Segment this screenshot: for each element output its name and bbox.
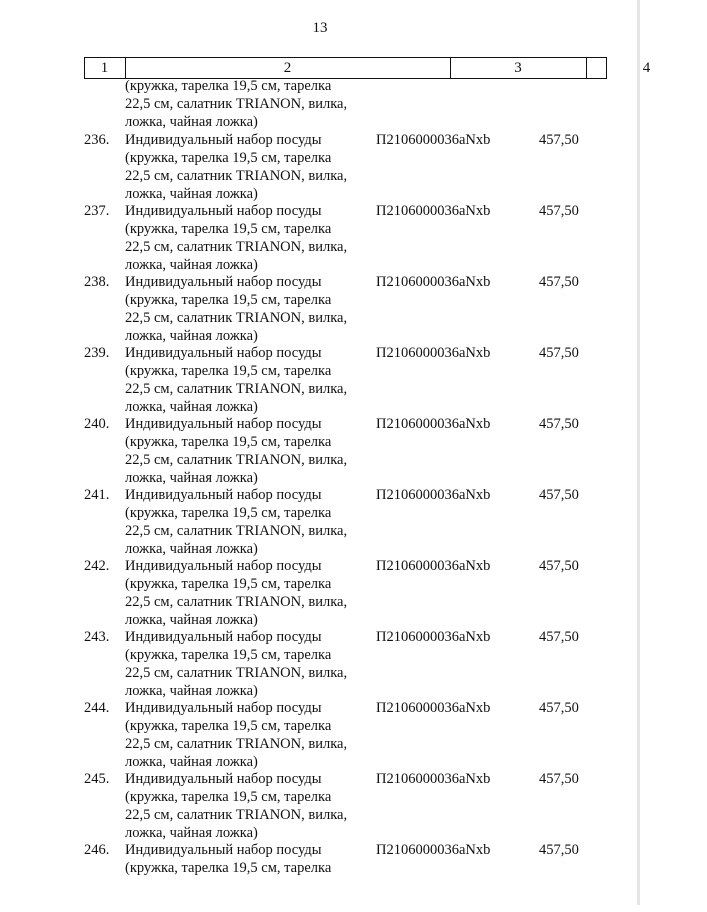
description-line: Индивидуальный набор посуды bbox=[125, 416, 322, 432]
description-line: 22,5 см, салатник TRIANON, вилка, bbox=[125, 594, 348, 610]
row-price: 457,50 bbox=[539, 629, 579, 645]
description-line: (кружка, тарелка 19,5 см, тарелка bbox=[125, 434, 332, 450]
description-line: ложка, чайная ложка) bbox=[125, 399, 258, 415]
row-price: 457,50 bbox=[539, 203, 579, 219]
row-number: 243. bbox=[84, 629, 110, 645]
description-line: 22,5 см, салатник TRIANON, вилка, bbox=[125, 665, 348, 681]
description-line: (кружка, тарелка 19,5 см, тарелка bbox=[125, 789, 332, 805]
row-description bbox=[125, 486, 370, 558]
description-line: ложка, чайная ложка) bbox=[125, 825, 258, 841]
description-line: (кружка, тарелка 19,5 см, тарелка bbox=[125, 221, 332, 237]
row-code: П2106000036aNxb bbox=[376, 345, 491, 361]
table-row bbox=[84, 628, 640, 699]
description-line: 22,5 см, салатник TRIANON, вилка, bbox=[125, 96, 348, 112]
description-line: 22,5 см, салатник TRIANON, вилка, bbox=[125, 381, 348, 397]
description-line: Индивидуальный набор посуды bbox=[125, 771, 322, 787]
description-line: (кружка, тарелка 19,5 см, тарелка bbox=[125, 860, 332, 876]
row-description bbox=[125, 273, 370, 345]
description-line: Индивидуальный набор посуды bbox=[125, 203, 322, 219]
description-line: 22,5 см, салатник TRIANON, вилка, bbox=[125, 168, 348, 184]
table-header-row bbox=[84, 57, 651, 79]
description-line: (кружка, тарелка 19,5 см, тарелка bbox=[125, 718, 332, 734]
row-number: 237. bbox=[84, 203, 110, 219]
row-number: 239. bbox=[84, 345, 110, 361]
row-price: 457,50 bbox=[539, 416, 579, 432]
description-line: Индивидуальный набор посуды bbox=[125, 842, 322, 858]
description-line: 22,5 см, салатник TRIANON, вилка, bbox=[125, 523, 348, 539]
description-line: ложка, чайная ложка) bbox=[125, 612, 258, 628]
row-description bbox=[125, 628, 370, 700]
row-code: П2106000036aNxb bbox=[376, 558, 491, 574]
description-line: Индивидуальный набор посуды bbox=[125, 700, 322, 716]
description-line: 22,5 см, салатник TRIANON, вилка, bbox=[125, 239, 348, 255]
description-line: ложка, чайная ложка) bbox=[125, 683, 258, 699]
row-price: 457,50 bbox=[539, 700, 579, 716]
description-line: 22,5 см, салатник TRIANON, вилка, bbox=[125, 736, 348, 752]
description-line: (кружка, тарелка 19,5 см, тарелка bbox=[125, 150, 332, 166]
header-divider bbox=[606, 58, 607, 78]
row-code: П2106000036aNxb bbox=[376, 132, 491, 148]
description-line: Индивидуальный набор посуды bbox=[125, 274, 322, 290]
row-number: 241. bbox=[84, 487, 110, 503]
row-price: 457,50 bbox=[539, 558, 579, 574]
row-description bbox=[125, 202, 370, 274]
row-description bbox=[125, 557, 370, 629]
continuation-row bbox=[84, 77, 640, 131]
description-line: 22,5 см, салатник TRIANON, вилка, bbox=[125, 452, 348, 468]
description-line: 22,5 см, салатник TRIANON, вилка, bbox=[125, 807, 348, 823]
description-line: ложка, чайная ложка) bbox=[125, 470, 258, 486]
row-description bbox=[125, 699, 370, 771]
description-line: Индивидуальный набор посуды bbox=[125, 558, 322, 574]
description-line: Индивидуальный набор посуды bbox=[125, 345, 322, 361]
row-code: П2106000036aNxb bbox=[376, 700, 491, 716]
header-col-2: 2 bbox=[283, 60, 292, 76]
table-row bbox=[84, 415, 640, 486]
row-price: 457,50 bbox=[539, 132, 579, 148]
row-code: П2106000036aNxb bbox=[376, 274, 491, 290]
row-number: 236. bbox=[84, 132, 110, 148]
row-description bbox=[125, 841, 370, 877]
description-line: 22,5 см, салатник TRIANON, вилка, bbox=[125, 310, 348, 326]
row-code: П2106000036aNxb bbox=[376, 629, 491, 645]
row-number: 244. bbox=[84, 700, 110, 716]
row-number: 238. bbox=[84, 274, 110, 290]
row-number: 242. bbox=[84, 558, 110, 574]
description-line: ложка, чайная ложка) bbox=[125, 257, 258, 273]
table-row bbox=[84, 273, 640, 344]
row-code: П2106000036aNxb bbox=[376, 487, 491, 503]
table-row bbox=[84, 557, 640, 628]
row-description bbox=[125, 131, 370, 203]
description-line: Индивидуальный набор посуды bbox=[125, 487, 322, 503]
row-price: 457,50 bbox=[539, 771, 579, 787]
row-description bbox=[125, 344, 370, 416]
row-description bbox=[125, 415, 370, 487]
description-line: Индивидуальный набор посуды bbox=[125, 629, 322, 645]
row-price: 457,50 bbox=[539, 274, 579, 290]
table-row bbox=[84, 770, 640, 841]
description-line: ложка, чайная ложка) bbox=[125, 754, 258, 770]
description-line: ложка, чайная ложка) bbox=[125, 114, 258, 130]
header-col-1: 1 bbox=[100, 60, 109, 76]
description-line: (кружка, тарелка 19,5 см, тарелка bbox=[125, 363, 332, 379]
table-row bbox=[84, 841, 640, 912]
header-col-3: 3 bbox=[514, 60, 522, 76]
row-code: П2106000036aNxb bbox=[376, 771, 491, 787]
description-line: (кружка, тарелка 19,5 см, тарелка bbox=[125, 78, 332, 94]
page-edge-shadow bbox=[637, 0, 640, 905]
row-price: 457,50 bbox=[539, 345, 579, 361]
description-line: (кружка, тарелка 19,5 см, тарелка bbox=[125, 647, 332, 663]
table-row bbox=[84, 699, 640, 770]
table-row bbox=[84, 131, 640, 202]
row-code: П2106000036aNxb bbox=[376, 842, 491, 858]
row-number: 245. bbox=[84, 771, 110, 787]
table-row bbox=[84, 202, 640, 273]
table-row bbox=[84, 486, 640, 557]
row-description bbox=[125, 770, 370, 842]
table-body bbox=[84, 77, 640, 912]
header-col-4: 4 bbox=[642, 60, 651, 76]
description-line: (кружка, тарелка 19,5 см, тарелка bbox=[125, 505, 332, 521]
row-code: П2106000036aNxb bbox=[376, 416, 491, 432]
row-price: 457,50 bbox=[539, 487, 579, 503]
page-number: 13 bbox=[312, 20, 328, 36]
description-line: Индивидуальный набор посуды bbox=[125, 132, 322, 148]
row-number: 240. bbox=[84, 416, 110, 432]
continuation-description bbox=[125, 77, 370, 131]
row-number: 246. bbox=[84, 842, 110, 858]
table-row bbox=[84, 344, 640, 415]
row-price: 457,50 bbox=[539, 842, 579, 858]
description-line: ложка, чайная ложка) bbox=[125, 541, 258, 557]
description-line: (кружка, тарелка 19,5 см, тарелка bbox=[125, 292, 332, 308]
description-line: (кружка, тарелка 19,5 см, тарелка bbox=[125, 576, 332, 592]
description-line: ложка, чайная ложка) bbox=[125, 186, 258, 202]
row-code: П2106000036aNxb bbox=[376, 203, 491, 219]
description-line: ложка, чайная ложка) bbox=[125, 328, 258, 344]
